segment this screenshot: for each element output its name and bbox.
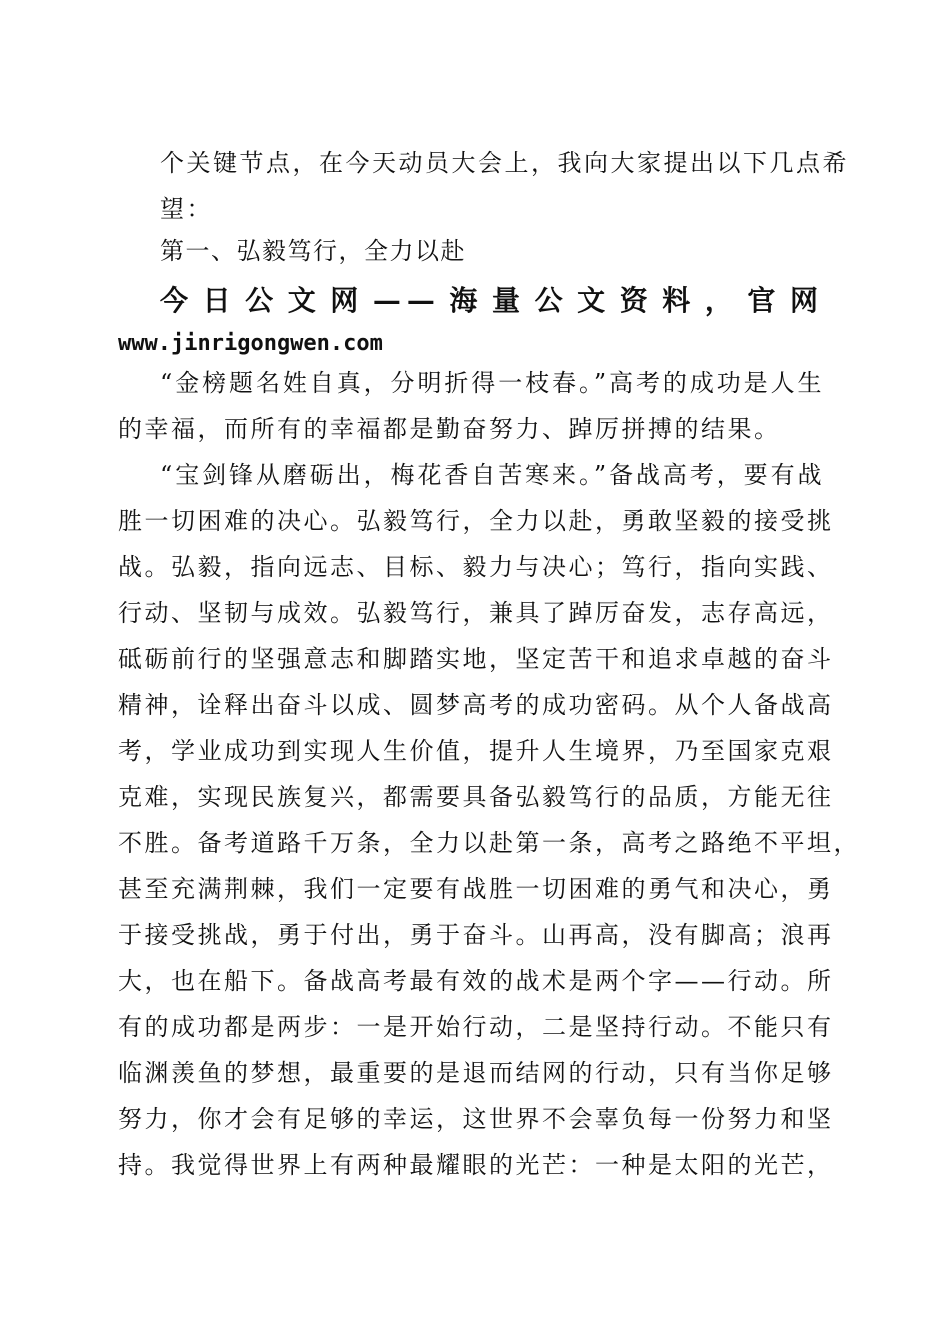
paragraph2-line: 精神，诠释出奋斗以成、圆梦高考的成功密码。从个人备战高 — [118, 691, 834, 719]
paragraph2-line: 持。我觉得世界上有两种最耀眼的光芒：一种是太阳的光芒， — [118, 1151, 834, 1179]
paragraph2-line: 甚至充满荆棘，我们一定要有战胜一切困难的勇气和决心，勇 — [118, 875, 834, 903]
paragraph2-line: 于接受挑战，勇于付出，勇于奋斗。山再高，没有脚高；浪再 — [118, 921, 834, 949]
intro-line-2: 望： — [160, 195, 213, 223]
section-heading: 第一、弘毅笃行，全力以赴 — [160, 237, 466, 265]
paragraph2-line: 努力，你才会有足够的幸运，这世界不会辜负每一份努力和坚 — [118, 1105, 834, 1133]
paragraph2-line: 考，学业成功到实现人生价值，提升人生境界，乃至国家克艰 — [118, 737, 834, 765]
intro-line-1: 个关键节点，在今天动员大会上，我向大家提出以下几点希 — [160, 149, 849, 177]
paragraph2-line: 有的成功都是两步：一是开始行动，二是坚持行动。不能只有 — [118, 1013, 834, 1041]
paragraph1-line: “金榜题名姓自真，分明折得一枝春。”高考的成功是人生 — [160, 369, 824, 397]
paragraph2-line: “宝剑锋从磨砺出，梅花香自苦寒来。”备战高考，要有战 — [160, 461, 824, 489]
paragraph2-line: 克难，实现民族复兴，都需要具备弘毅笃行的品质，方能无往 — [118, 783, 834, 811]
paragraph2-line: 临渊羡鱼的梦想，最重要的是退而结网的行动，只有当你足够 — [118, 1059, 834, 1087]
paragraph2-line: 砥砺前行的坚强意志和脚踏实地，坚定苦干和追求卓越的奋斗 — [118, 645, 834, 673]
watermark-banner-title: 今日公文网——海量公文资料，官网 — [160, 284, 824, 317]
paragraph2-line: 胜一切困难的决心。弘毅笃行，全力以赴，勇敢坚毅的接受挑 — [118, 507, 834, 535]
watermark-banner-url: www.jinrigongwen.com — [118, 331, 383, 356]
paragraph2-line: 大，也在船下。备战高考最有效的战术是两个字——行动。所 — [118, 967, 834, 995]
paragraph2-line: 战。弘毅，指向远志、目标、毅力与决心；笃行，指向实践、 — [118, 553, 834, 581]
paragraph2-line: 行动、坚韧与成效。弘毅笃行，兼具了踔厉奋发，志存高远， — [118, 599, 834, 627]
paragraph2-line: 不胜。备考道路千万条，全力以赴第一条，高考之路绝不平坦， — [118, 829, 860, 857]
paragraph1-line: 的幸福，而所有的幸福都是勤奋努力、踔厉拼搏的结果。 — [118, 415, 781, 443]
